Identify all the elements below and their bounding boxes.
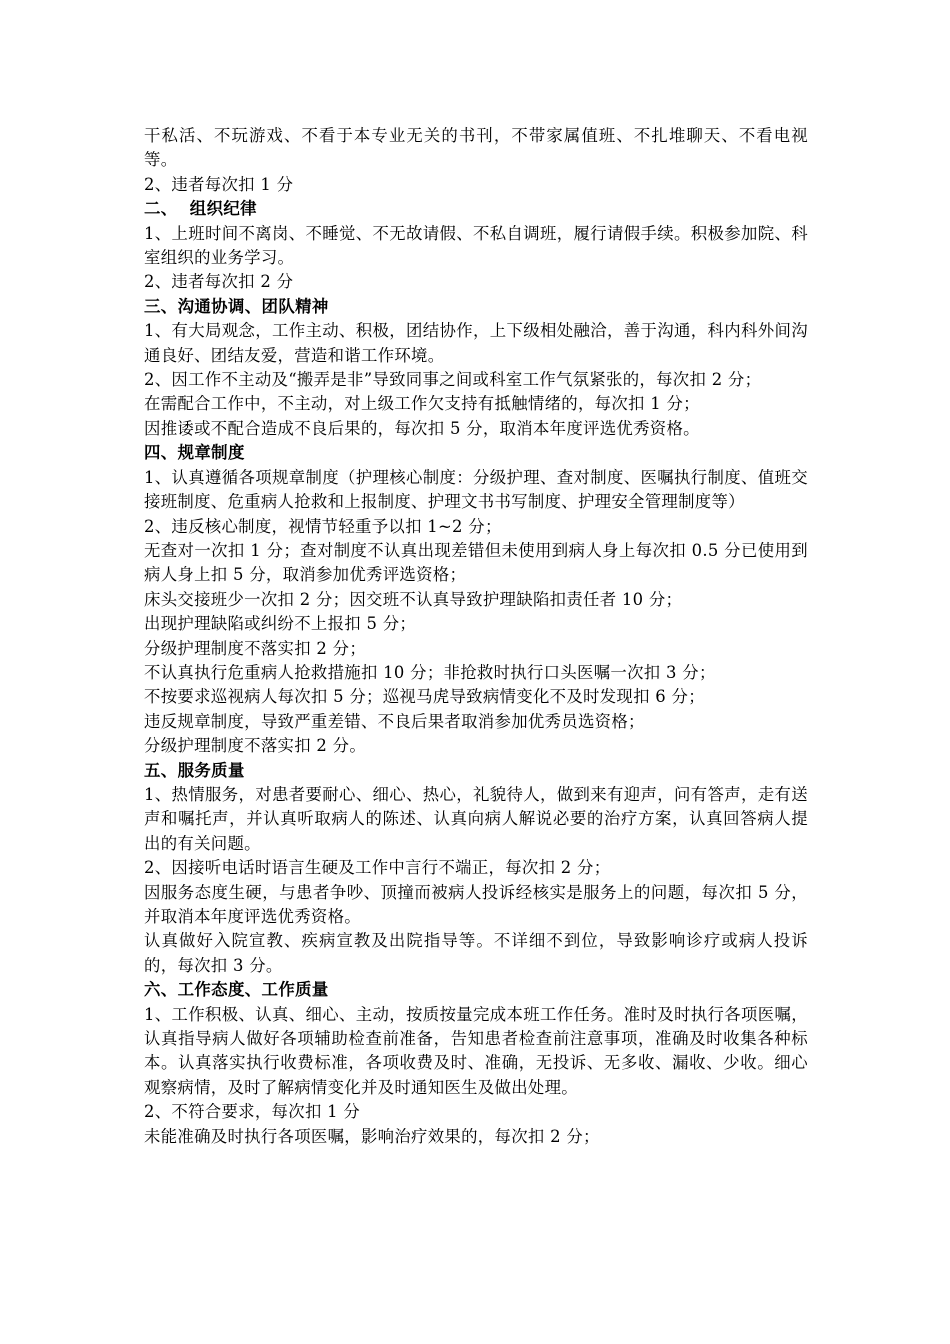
paragraph: 2、因接听电话时语言生硬及工作中言行不端正，每次扣 2 分； [144,858,611,878]
paragraph: 违反规章制度，导致严重差错、不良后果者取消参加优秀员选资格； [144,711,645,731]
section-heading: 二、 组织纪律 [144,199,257,219]
paragraph: 2、违者每次扣 2 分 [144,272,294,292]
paragraph: 1、热情服务，对患者要耐心、细心、热心，礼貌待人，做到来有迎声，问有答声，走有送声和嘱托声，并认真听取病人的陈述、认真向病人解说必要的治疗方案，认真回答病人提出的有关问题。 [144,784,808,853]
paragraph: 因推诿或不配合造成不良后果的，每次扣 5 分，取消本年度评选优秀资格。 [144,418,700,438]
paragraph: 分级护理制度不落实扣 2 分。 [144,736,367,756]
paragraph: 1、工作积极、认真、细心、主动，按质按量完成本班工作任务。准时及时执行各项医嘱，认真指导病人做好各项辅助检查前准备，告知患者检查前注意事项，准确及时收集各种标本。认真落实执行收费标准，各项收费及时、准确，无投诉、无多收、漏收、少收。细心观察病情，及时了解病情变化并及时通知医生及做出处理。 [144,1004,808,1097]
paragraph: 分级护理制度不落实扣 2 分； [144,638,367,658]
section-heading: 三、沟通协调、团队精神 [144,296,329,316]
paragraph: 2、违反核心制度，视情节轻重予以扣 1~2 分； [144,516,502,536]
paragraph: 未能准确及时执行各项医嘱，影响治疗效果的，每次扣 2 分； [144,1126,600,1146]
paragraph: 因服务态度生硬，与患者争吵、顶撞而被病人投诉经核实是服务上的问题，每次扣 5 分，并取消本年度评选优秀资格。 [144,882,808,926]
paragraph: 出现护理缺陷或纠纷不上报扣 5 分； [144,614,417,634]
paragraph: 床头交接班少一次扣 2 分；因交班不认真导致护理缺陷扣责任者 10 分； [144,589,683,609]
paragraph: 1、上班时间不离岗、不睡觉、不无故请假、不私自调班，履行请假手续。积极参加院、科室组织的业务学习。 [144,223,808,268]
paragraph: 1、认真遵循各项规章制度（护理核心制度：分级护理、查对制度、医嘱执行制度、值班交接班制度、危重病人抢救和上报制度、护理文书书写制度、护理安全管理制度等） [144,467,808,512]
section-heading: 五、服务质量 [144,760,245,780]
paragraph: 1、有大局观念，工作主动、积极，团结协作，上下级相处融洽，善于沟通，科内科外间沟通良好、团结友爱，营造和谐工作环境。 [144,321,808,365]
paragraph: 在需配合工作中，不主动，对上级工作欠支持有抵触情绪的，每次扣 1 分； [144,394,700,414]
paragraph: 2、违者每次扣 1 分 [144,174,294,194]
paragraph: 认真做好入院宣教、疾病宣教及出院指导等。不详细不到位，导致影响诊疗或病人投诉的，每次扣 3 分。 [144,931,808,975]
paragraph: 无查对一次扣 1 分；查对制度不认真出现差错但未使用到病人身上每次扣 0.5 分已使用到病人身上扣 5 分，取消参加优秀评选资格； [144,540,808,585]
paragraph: 干私活、不玩游戏、不看于本专业无关的书刊，不带家属值班、不扎堆聊天、不看电视等。 [144,126,808,170]
document-body [144,124,808,1149]
paragraph: 2、不符合要求，每次扣 1 分 [144,1102,361,1122]
section-heading: 四、规章制度 [144,443,245,463]
section-heading: 六、工作态度、工作质量 [144,980,329,1000]
paragraph: 2、因工作不主动及“搬弄是非”导致同事之间或科室工作气氛紧张的，每次扣 2 分； [144,370,762,390]
paragraph: 不认真执行危重病人抢救措施扣 10 分；非抢救时执行口头医嘱一次扣 3 分； [144,662,716,682]
paragraph: 不按要求巡视病人每次扣 5 分；巡视马虎导致病情变化不及时发现扣 6 分； [144,687,705,707]
